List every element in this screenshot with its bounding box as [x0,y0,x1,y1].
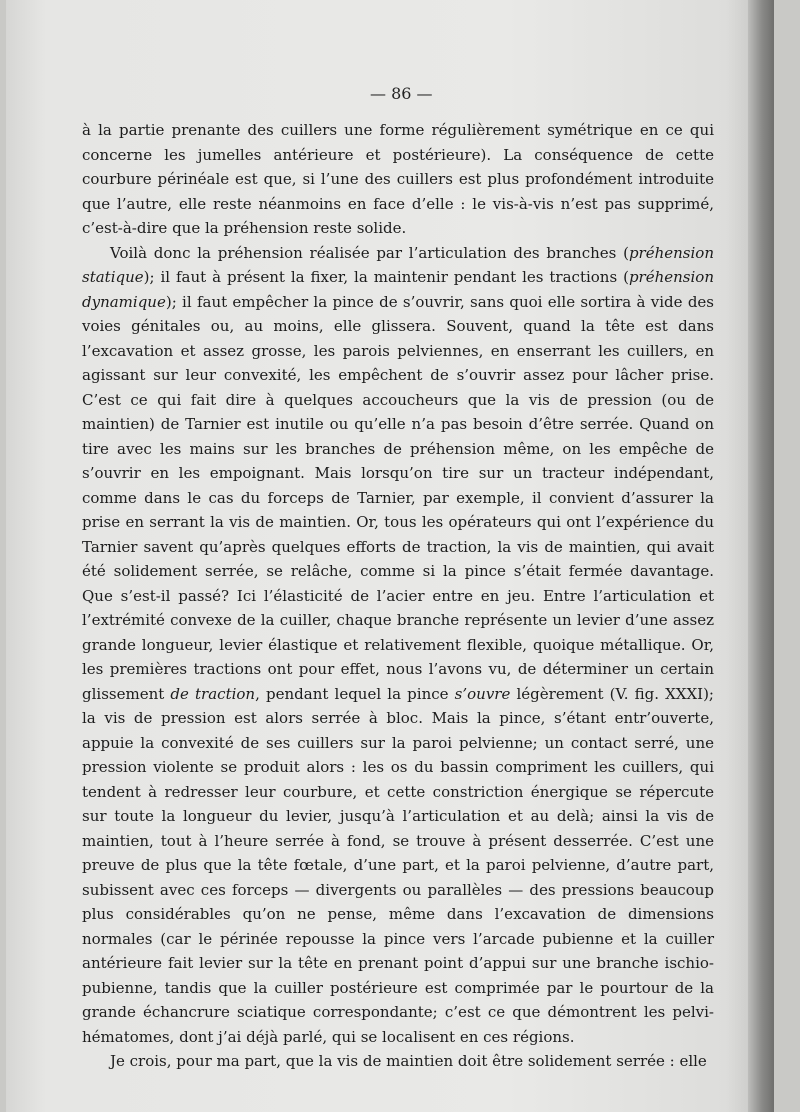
page-gutter-shadow [748,0,774,1112]
paragraph-2-text-4: , pendant lequel la pince [255,684,455,703]
term-prehension-statique: préhension statique [82,243,714,286]
paragraph-2-text-2: ); il faut à présent la fixer, la maintenir pendant les tractions ( [143,268,629,286]
paragraph-2 [82,241,714,1050]
term-prehension-dynamique: préhension dynamique [82,268,714,311]
book-page [6,0,774,1112]
paragraph-3-text: Je crois, pour ma part, que la vis de maintien doit être solidement serrée : elle [110,1052,707,1070]
body-text [82,118,714,1074]
paragraph-2-text-5: légèrement (V. fig. XXXI); la vis de pression est alors serrée à bloc. Mais la pince, s’étant entr’ouverte, appuie la convexité de ses cuillers sur la paroi pelvienne; un contact serré, une pression violente se produit alors : les os du bassin compriment les cuillers, qui tendent à redresser leur courbure, et cette constriction énergique se répercute sur toute la longueur du levier, jusqu’à l’articulation et au delà; ainsi la vis de maintien, tout à l’heure serrée à fond, se trouve à présent desserrée. C’est une preuve de plus que la tête fœtale, d’une part, et la paroi pelvienne, d’autre part, subissent avec ces forceps — divergents ou parallèles — des pressions beaucoup plus considérables qu’on ne pense, même dans l’excavation de dimensions normales (car le périnée repousse la pince vers l’arcade pubienne et la cuiller antérieure fait levier sur la tête en prenant point d’appui sur une branche ischio-pubienne, tandis que la cuiller postérieure est comprimée par le pourtour de la grande échancrure sciatique correspondante; c’est ce que démontrent les pelvi-hématomes, dont j’ai déjà parlé, qui se localisent en ces régions. [82,684,714,1046]
paragraph-1 [82,118,714,241]
paragraph-2-text-3: ); il faut empêcher la pince de s’ouvrir, sans quoi elle sortira à vide des voies génitales ou, au moins, elle glissera. Souvent, quand la tête est dans l’excavation et assez grosse, les parois pelviennes, en enserrant les cuillers, en agissant sur leur convexité, les empêchent de s’ouvrir assez pour lâcher prise. C’est ce qui fait dire à quelques accoucheurs que la vis de pression (ou de maintien) de Tarnier est inutile ou qu’elle n’a pas besoin d’être serrée. Quand on tire avec les mains sur les branches de préhension même, on les empêche de s’ouvrir en les empoignant. Mais lorsqu’on tire sur un tracteur indépendant, comme dans le cas du forceps de Tarnier, par exemple, il convient d’assurer la prise en serrant la vis de maintien. Or, tous les opérateurs qui ont l’expérience du Tarnier savent qu’après quelques efforts de traction, la vis de maintien, qui avait été solidement serrée, se relâche, comme si la pince s’était fermée davantage. Que s’est-il passé? Ici l’élasticité de l’acier entre en jeu. Entre l’articulation et l’extrémité convexe de la cuiller, chaque branche représente un levier d’une assez grande longueur, levier élastique et relativement flexible, quoique métallique. Or, les premières tractions ont pour effet, nous l’avons vu, de déterminer un certain glissement [82,292,714,703]
page-number: — 86 — [370,84,433,103]
paragraph-1-text: à la partie prenante des cuillers une forme régulièrement symétrique en ce qui concerne les jumelles antérieure et postérieure). La conséquence de cette courbure périnéale est que, si l’une des cuillers est plus profondément introduite que l’autre, elle reste néanmoins en face d’elle : le vis-à-vis n’est pas supprimé, c’est-à-dire que la préhension reste solide. [82,121,714,237]
paragraph-2-text-1: Voilà donc la préhension réalisée par l’articulation des branches ( [110,243,629,262]
paragraph-3 [82,1049,714,1074]
term-s-ouvre: s’ouvre [454,684,511,703]
term-de-traction: de traction [170,684,256,703]
